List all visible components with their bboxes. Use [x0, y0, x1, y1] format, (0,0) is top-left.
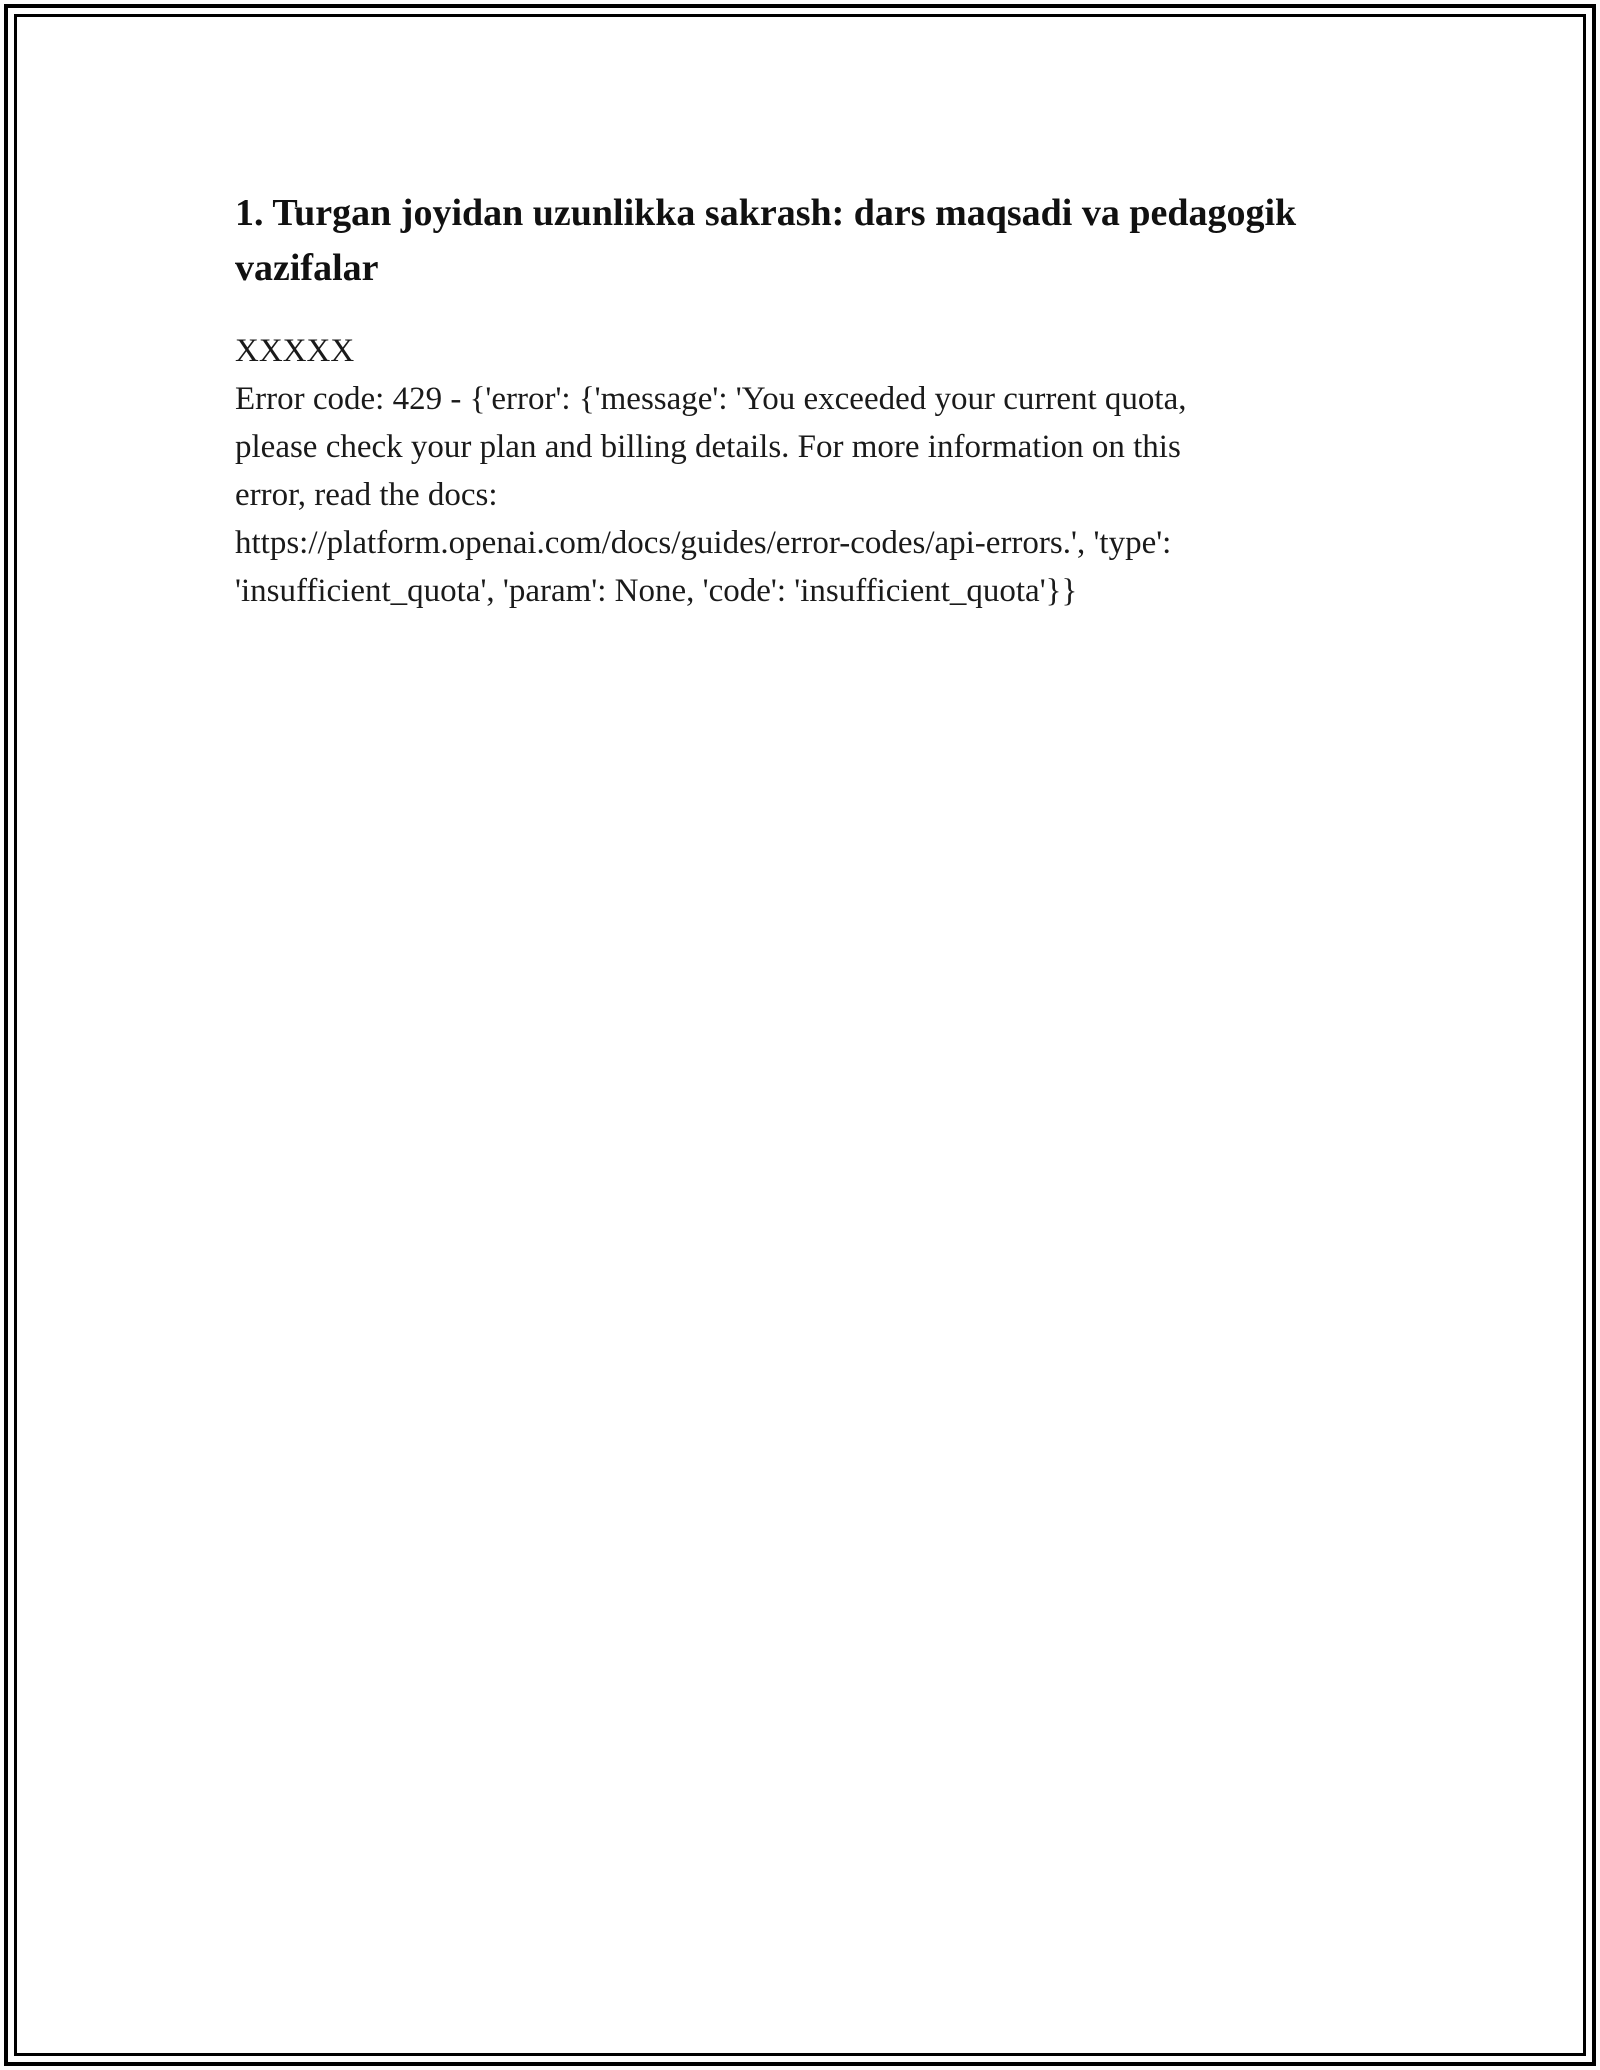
error-line: error, read the docs:	[235, 477, 498, 513]
error-line: Error code: 429 - {'error': {'message': 'You exceeded your current quota,	[235, 381, 1187, 417]
section-heading: 1. Turgan joyidan uzunlikka sakrash: dars maqsadi va pedagogik vazifalar	[235, 192, 1297, 289]
error-line: please check your plan and billing details. For more information on this	[235, 429, 1181, 465]
error-line: https://platform.openai.com/docs/guides/error-codes/api-errors.', 'type':	[235, 525, 1172, 561]
document-content	[235, 186, 1335, 615]
error-line: 'insufficient_quota', 'param': None, 'code': 'insufficient_quota'}}	[235, 573, 1078, 609]
section-body	[235, 327, 1335, 615]
placeholder-text: XXXXX	[235, 333, 355, 369]
